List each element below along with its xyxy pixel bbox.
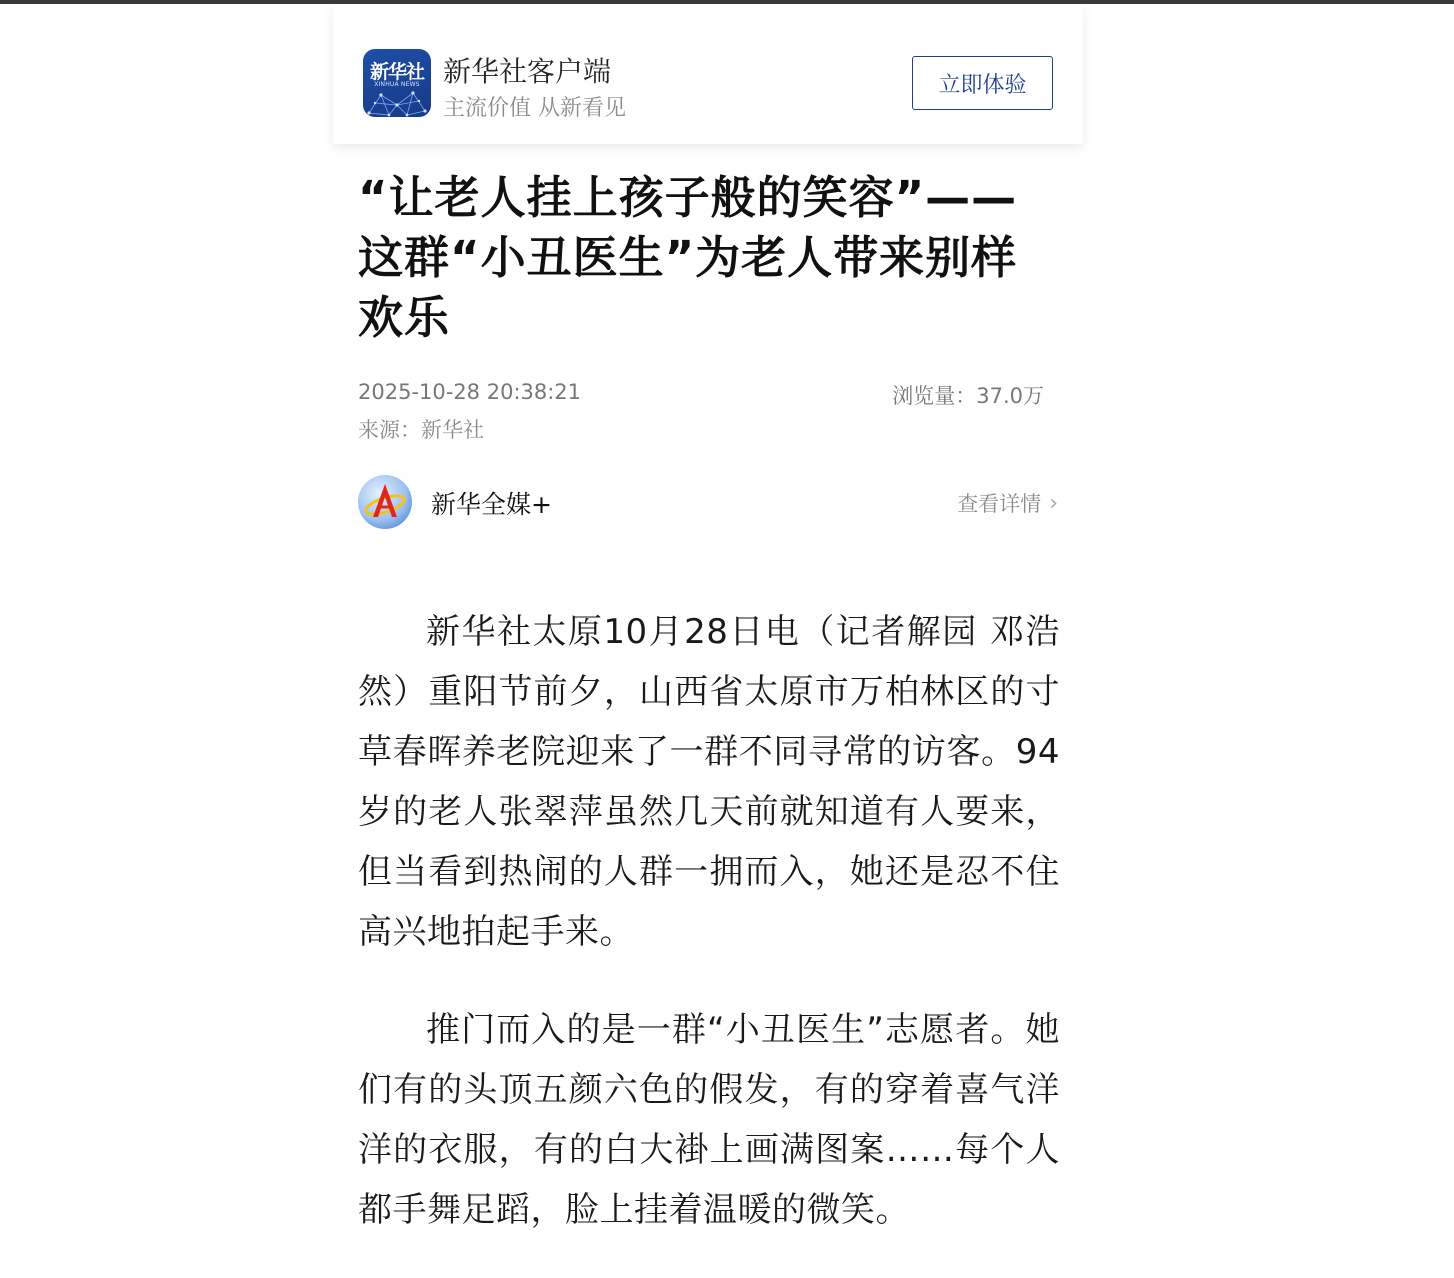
source-value: 新华社	[421, 418, 484, 442]
xinhua-app-logo[interactable]	[363, 49, 431, 117]
article-paragraph: 推门而入的是一群“小丑医生”志愿者。她们有的头顶五颜六色的假发，有的穿着喜气洋洋的衣服，有的白大褂上画满图案……每个人都手舞足蹈，脸上挂着温暖的微笑。	[358, 1010, 1060, 1230]
article-source	[358, 414, 484, 444]
author-name[interactable]: 新华全媒+	[431, 490, 552, 519]
author-row	[358, 475, 1058, 529]
view-count-label: 浏览量：	[892, 384, 977, 408]
view-count	[892, 380, 1044, 410]
app-download-banner	[333, 4, 1083, 144]
app-name: 新华社客户端	[443, 55, 612, 88]
article-paragraph: 新华社太原10月28日电（记者解园 邓浩然）重阳节前夕，山西省太原市万柏林区的寸草春晖养老院迎来了一群不同寻常的访客。94岁的老人张翠萍虽然几天前就知道有人要来，但当看到热闹的人群一拥而入，她还是忍不住高兴地拍起手来。	[358, 612, 1060, 952]
article-body	[358, 602, 1060, 1278]
app-slogan: 主流价值 从新看见	[443, 96, 626, 121]
avatar[interactable]	[358, 475, 412, 529]
article-title: “让老人挂上孩子般的笑容”——这群“小丑医生”为老人带来别样欢乐	[358, 171, 1018, 344]
xinhua-media-logo-icon	[358, 475, 412, 529]
view-details-link[interactable]	[957, 488, 1058, 518]
source-label: 来源：	[358, 418, 421, 442]
view-count-value: 37.0万	[976, 384, 1044, 408]
chevron-right-icon: ›	[1049, 490, 1058, 516]
view-details-label: 查看详情	[957, 492, 1042, 516]
logo-text-cn: 新华社	[369, 61, 424, 83]
logo-text-en: XINHUA NEWS	[374, 81, 420, 88]
network-globe-icon	[363, 85, 431, 117]
try-now-button[interactable]: 立即体验	[912, 56, 1053, 110]
publish-date: 2025-10-28 20:38:21	[358, 380, 582, 404]
